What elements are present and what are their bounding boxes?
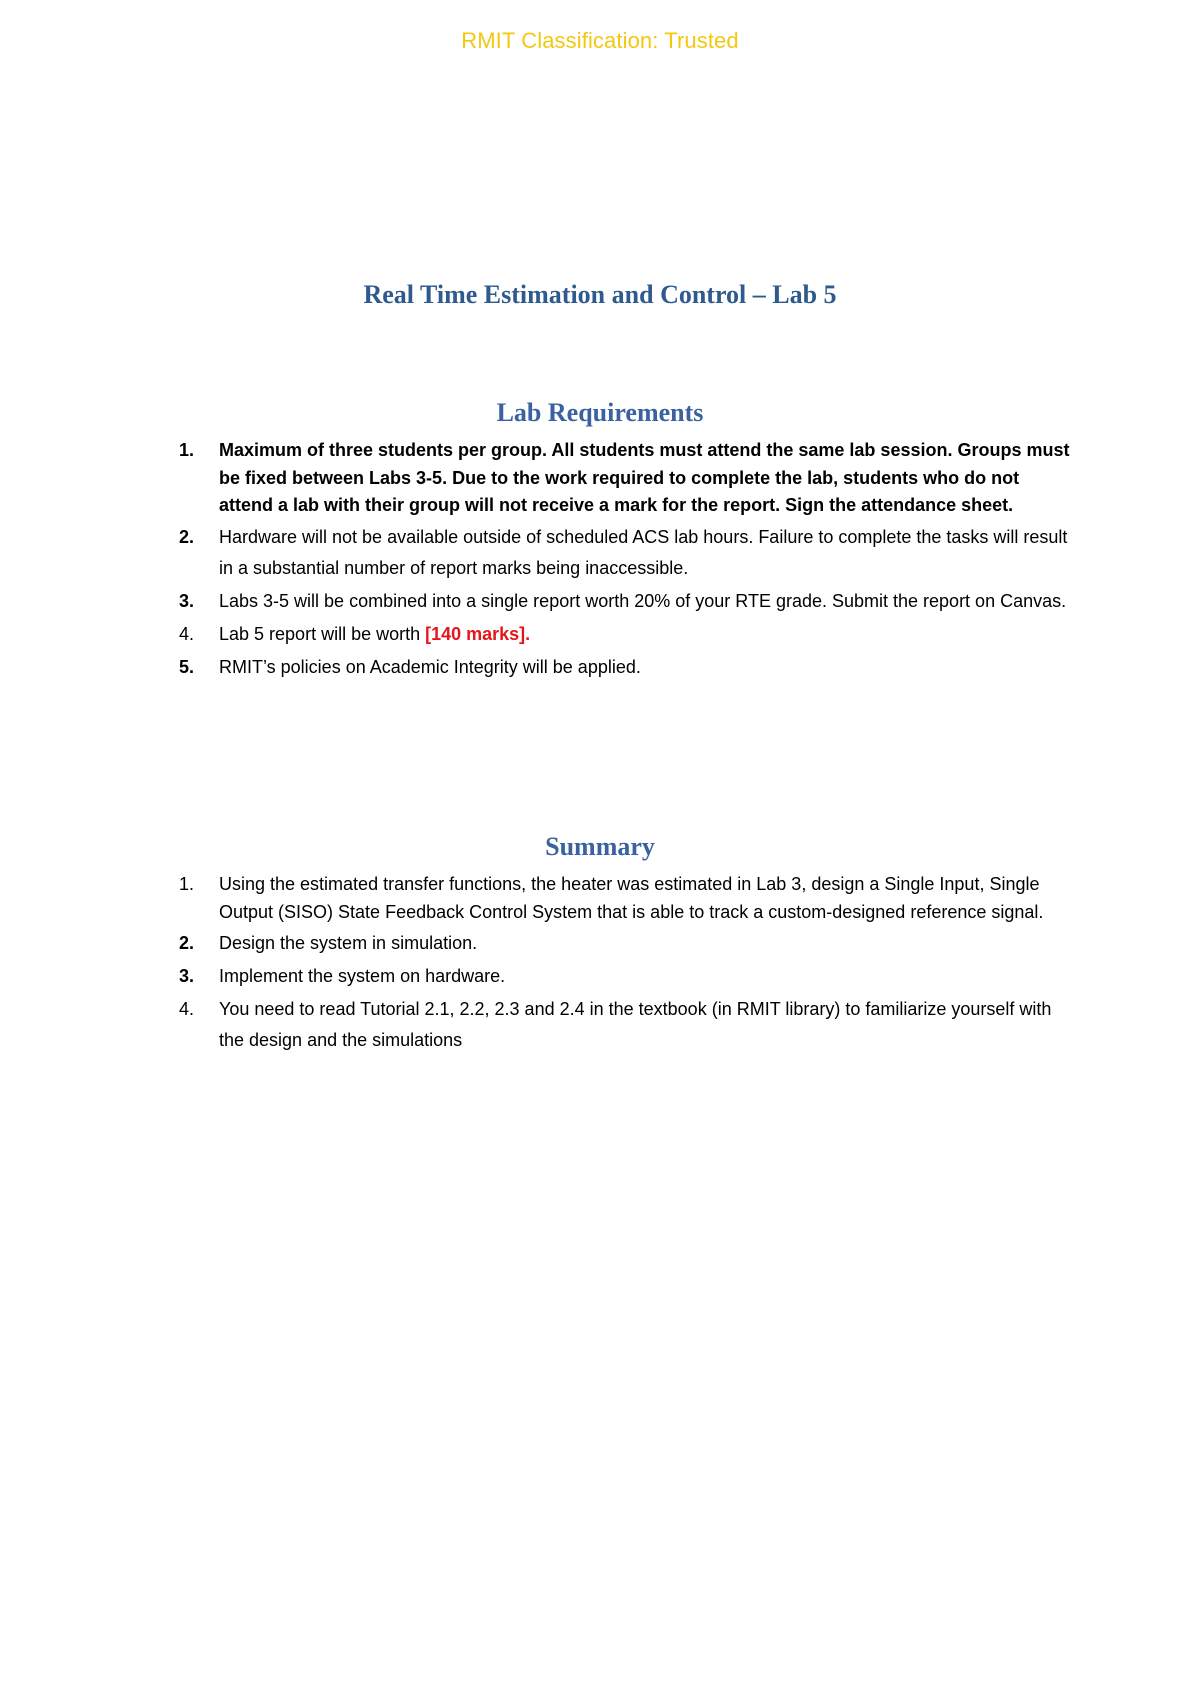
list-item xyxy=(175,619,1075,650)
lab-requirements-list xyxy=(175,437,1075,683)
list-item xyxy=(175,586,1075,617)
list-item xyxy=(175,871,1075,926)
list-item-text: Lab 5 report will be worth xyxy=(219,623,426,644)
list-item xyxy=(175,522,1075,584)
list-item-text: You need to read Tutorial 2.1, 2.2, 2.3 and 2.4 in the textbook (in RMIT library) to familiarize yourself with the design and the simulations xyxy=(219,999,1052,1050)
list-item-text: Hardware will not be available outside of scheduled ACS lab hours. Failure to complete the tasks will result in a substantial number of report marks being inaccessible. xyxy=(219,526,1068,578)
summary-list xyxy=(175,871,1075,1056)
list-item-text: Design the system in simulation. xyxy=(219,933,478,953)
marks-highlight: [140 marks]. xyxy=(425,623,531,644)
list-item-number: 3. xyxy=(179,590,195,611)
list-item-number: 1. xyxy=(179,440,195,460)
list-item-text: Using the estimated transfer functions, the heater was estimated in Lab 3, design a Single Input, Single Output (SISO) State Feedback Control System that is able to track a custom-designed reference signal. xyxy=(219,874,1044,922)
document-title: Real Time Estimation and Control – Lab 5 xyxy=(363,280,837,309)
list-item-number: 2. xyxy=(179,933,195,953)
list-item xyxy=(175,928,1075,959)
list-item xyxy=(175,994,1075,1056)
classification-label: RMIT Classification: Trusted xyxy=(461,28,739,53)
list-item-text: Labs 3-5 will be combined into a single report worth 20% of your RTE grade. Submit the report on Canvas. xyxy=(219,590,1067,611)
lab-requirements-heading: Lab Requirements xyxy=(496,398,704,427)
list-item-number: 2. xyxy=(179,526,195,547)
list-item xyxy=(175,437,1075,520)
list-item xyxy=(175,652,1075,683)
list-item-text: Maximum of three students per group. All students must attend the same lab session. Groups must be fixed between Labs 3-5. Due to the work required to complete the lab, students who do not attend a lab with their group will not receive a mark for the report. Sign the attendance sheet. xyxy=(219,440,1070,515)
list-item-number: 3. xyxy=(179,966,195,986)
list-item-text: RMIT’s policies on Academic Integrity will be applied. xyxy=(219,656,641,677)
summary-heading: Summary xyxy=(545,832,655,861)
list-item-text: Implement the system on hardware. xyxy=(219,966,506,986)
list-item-number: 1. xyxy=(179,874,195,894)
list-item xyxy=(175,961,1075,992)
list-item-number: 5. xyxy=(179,656,195,677)
list-item-number: 4. xyxy=(179,999,195,1019)
list-item-number: 4. xyxy=(179,623,195,644)
